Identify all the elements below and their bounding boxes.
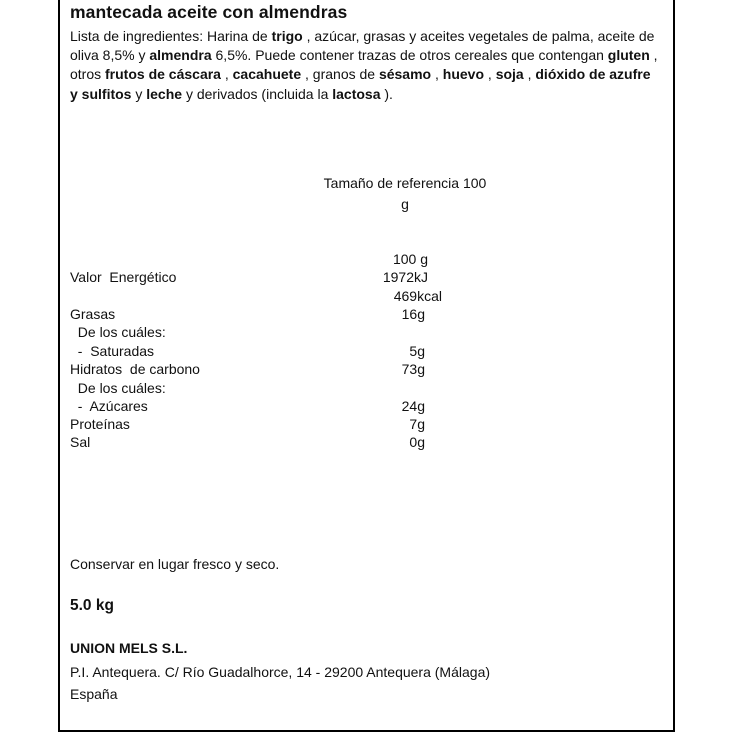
nutrient-value: 73g [401, 361, 425, 377]
allergen-text: almendra [149, 47, 212, 64]
ingredient-text: 6,5%. Puede contener trazas de otros cereales que contengan [211, 47, 608, 64]
product-title: mantecada aceite con almendras [70, 2, 348, 22]
ingredient-text: , granos de [301, 66, 379, 83]
allergen-text: trigo [271, 28, 303, 44]
allergen-text: dióxido de azufre y sulfitos [70, 66, 651, 102]
reference-size-line2: g [401, 196, 409, 212]
nutrient-label: - Azúcares [70, 398, 148, 414]
ingredient-text: y [131, 85, 147, 102]
nutrient-value: 0g [409, 434, 425, 450]
ingredient-text: , [484, 66, 496, 83]
nutrition-column-header: 100 g [392, 251, 428, 267]
nutrient-value: 1972kJ [382, 269, 428, 285]
nutrient-value: 7g [409, 416, 425, 432]
storage-instructions: Conservar en lugar fresco y seco. [70, 556, 280, 572]
allergen-text: leche [146, 85, 183, 102]
manufacturer-country: España [70, 686, 118, 702]
allergen-text: frutos de cáscara [105, 66, 221, 83]
reference-size-line1: Tamaño de referencia 100 [323, 175, 487, 191]
nutrient-value: 469kcal [393, 288, 442, 304]
allergen-text: gluten [607, 47, 650, 64]
nutrient-value: 16g [401, 306, 425, 322]
nutrient-value: 5g [409, 343, 425, 359]
ingredient-text: ). [380, 85, 393, 102]
ingredient-text: , [431, 66, 443, 83]
allergen-text: cacahuete [232, 66, 302, 83]
nutrient-label: Hidratos de carbono [70, 361, 200, 377]
manufacturer-name: UNION MELS S.L. [70, 640, 188, 656]
allergen-text: soja [495, 66, 524, 83]
nutrient-label: - Saturadas [70, 343, 155, 359]
allergen-text: sésamo [378, 66, 432, 83]
nutrient-label: De los cuáles: [70, 380, 166, 396]
nutrient-value: 24g [401, 398, 425, 414]
ingredient-text: , otros [70, 47, 658, 83]
ingredients-list [70, 27, 660, 104]
allergen-text: huevo [442, 66, 485, 83]
ingredient-text: Lista de ingredientes: Harina de [70, 28, 272, 44]
ingredient-text: , azúcar, grasas y aceites vegetales de palma, aceite de oliva 8,5% y [70, 28, 655, 64]
ingredient-text: , [523, 66, 536, 83]
allergen-text: lactosa [332, 85, 381, 102]
net-weight: 5.0 kg [70, 597, 114, 614]
reference-size [300, 173, 510, 215]
nutrient-label: De los cuáles: [70, 324, 166, 340]
nutrient-label: Grasas [70, 306, 116, 322]
ingredient-text: , [220, 66, 233, 83]
nutrient-label: Valor Energético [70, 269, 177, 285]
manufacturer-address: P.I. Antequera. C/ Río Guadalhorce, 14 - 29200 Antequera (Málaga) [70, 664, 491, 680]
nutrient-label: Proteínas [70, 416, 130, 432]
nutrient-label: Sal [70, 434, 91, 450]
ingredient-text: y derivados (incluida la [182, 85, 333, 102]
